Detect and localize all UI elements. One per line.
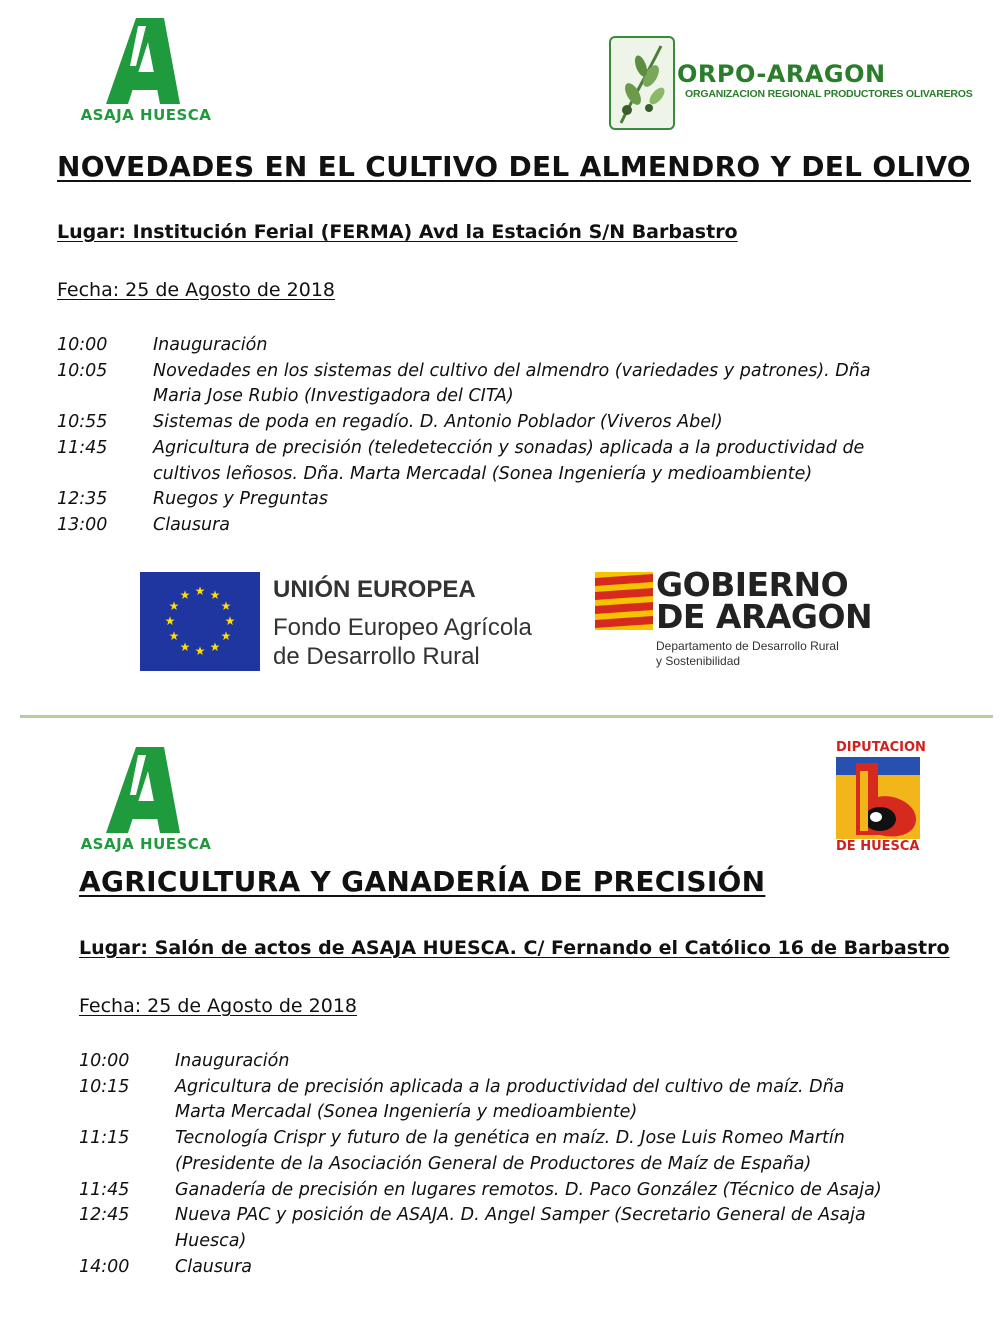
schedule-row [57,513,877,539]
schedule-time: 11:45 [57,437,108,458]
orpo-aragon-logo [609,36,973,130]
section-divider [20,715,993,718]
section2-title: AGRICULTURA Y GANADERÍA DE PRECISIÓN [79,865,766,898]
eu-star-icon: ★ [194,584,206,598]
orpo-subtitle: ORGANIZACION REGIONAL PRODUCTORES OLIVAREROS [685,88,973,100]
schedule-description: Clausura [153,514,231,535]
eu-star-icon: ★ [179,588,191,602]
olive-branch-icon [609,36,675,130]
eu-star-icon: ★ [209,588,221,602]
schedule-row [79,1178,899,1204]
schedule-description: Ganadería de precisión en lugares remotos. D. Paco González (Técnico de Asaja) [175,1179,882,1200]
schedule-row [57,359,877,410]
schedule-row [79,1075,899,1126]
diputacion-label: DIPUTACION [836,740,926,755]
schedule-row [79,1203,899,1254]
schedule-row [79,1126,899,1177]
de-huesca-label: DE HUESCA [836,839,920,854]
schedule-description: Tecnología Crispr y futuro de la genética en maíz. D. Jose Luis Romeo Martín (Presidente de la Asociación General de Productores de Maíz de España) [175,1128,845,1174]
eu-star-icon: ★ [209,640,221,654]
schedule-description: Clausura [175,1256,253,1277]
schedule-row [79,1255,899,1281]
schedule-description: Agricultura de precisión (teledetección y sonadas) aplicada a la productividad de cultivos leñosos. Dña. Marta Mercadal (Sonea Ingeniería y medioambiente) [153,437,865,484]
schedule-row [57,410,877,436]
schedule-description: Ruegos y Preguntas [153,489,328,510]
schedule-time: 12:45 [79,1205,130,1226]
schedule-time: 10:00 [57,335,108,355]
gobierno-department-line1: Departamento de Desarrollo Rural [656,639,839,653]
eu-flag-icon [140,572,260,671]
eu-fund-line1: Fondo Europeo Agrícola [273,614,532,641]
section2-date: Fecha: 25 de Agosto de 2018 [79,995,357,1017]
eu-star-icon: ★ [164,614,176,628]
asaja-label: ASAJA HUESCA [80,835,212,853]
gobierno-department-line2: y Sostenibilidad [656,654,741,668]
schedule-time: 10:55 [57,412,108,433]
schedule-time: 10:00 [79,1051,130,1071]
schedule-time: 14:00 [79,1256,130,1277]
eu-star-icon: ★ [194,644,206,658]
schedule-row [57,333,877,359]
schedule-description: Nueva PAC y posición de ASAJA. D. Angel Samper (Secretario General de Asaja Huesca) [175,1205,866,1251]
eu-star-icon: ★ [168,629,180,643]
section1-title: NOVEDADES EN EL CULTIVO DEL ALMENDRO Y DEL OLIVO [57,150,971,183]
schedule-time: 10:15 [79,1076,130,1097]
asaja-a-icon [76,743,216,838]
aragon-flag-icon [595,572,653,630]
eu-fund-line2: de Desarrollo Rural [273,643,480,670]
schedule-time: 13:00 [57,514,108,535]
diputacion-emblem-icon [836,757,920,839]
eu-star-icon: ★ [179,640,191,654]
eu-title: UNIÓN EUROPEA [273,576,476,603]
asaja-a-icon [76,14,216,109]
schedule-description: Sistemas de poda en regadío. D. Antonio Poblador (Viveros Abel) [153,412,723,433]
schedule-row [79,1049,899,1075]
asaja-logo [76,743,216,858]
schedule-time: 11:15 [79,1128,130,1149]
eu-star-icon: ★ [220,629,232,643]
section1-place: Lugar: Institución Ferial (FERMA) Avd la Estación S/N Barbastro [57,221,738,243]
schedule-description: Novedades en los sistemas del cultivo del almendro (variedades y patrones). Dña Maria Jose Rubio (Investigadora del CITA) [153,360,871,407]
schedule-time: 10:05 [57,360,108,381]
diputacion-huesca-logo [830,740,926,858]
gobierno-line2: DE ARAGON [656,597,873,636]
schedule-description: Inauguración [153,335,268,355]
eu-star-icon: ★ [224,614,236,628]
orpo-name: ORPO-ARAGON [677,60,886,88]
section1-date: Fecha: 25 de Agosto de 2018 [57,279,335,301]
asaja-label: ASAJA HUESCA [80,106,212,124]
eu-star-icon: ★ [220,599,232,613]
section2-place: Lugar: Salón de actos de ASAJA HUESCA. C/ Fernando el Católico 16 de Barbastro [79,937,950,959]
gobierno-line1: GOBIERNO [656,565,849,604]
section1-schedule [57,333,877,539]
schedule-row [57,487,877,513]
schedule-description: Inauguración [175,1051,290,1071]
schedule-description: Agricultura de precisión aplicada a la productividad del cultivo de maíz. Dña Marta Mercadal (Sonea Ingeniería y medioambiente) [175,1076,845,1123]
schedule-time: 11:45 [79,1179,130,1200]
schedule-row [57,436,877,487]
section2-schedule [79,1049,899,1280]
eu-star-icon: ★ [168,599,180,613]
asaja-logo [76,14,216,129]
schedule-time: 12:35 [57,489,108,510]
